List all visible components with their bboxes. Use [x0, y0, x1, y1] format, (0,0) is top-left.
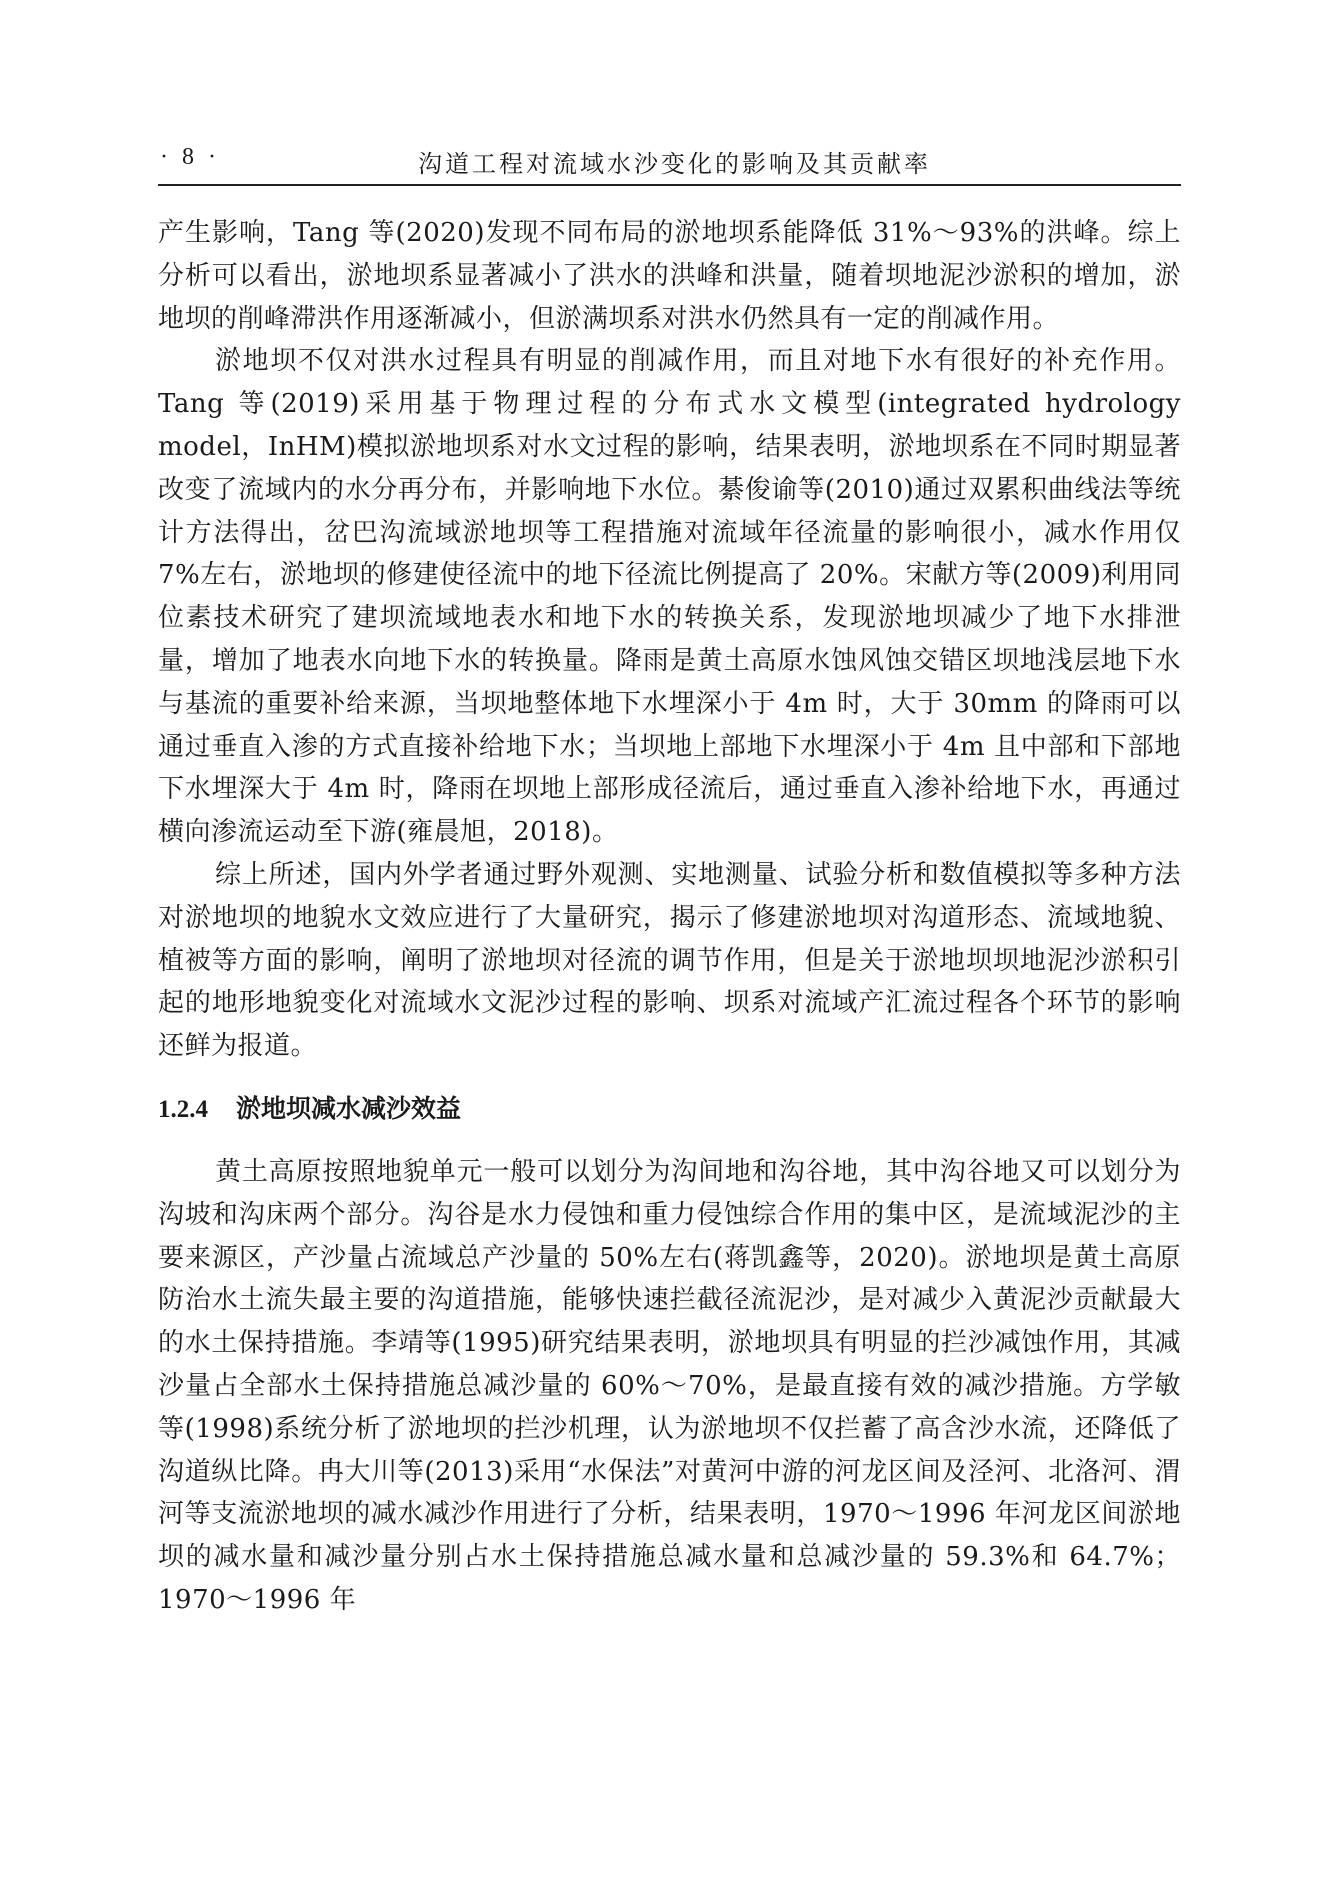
section-number: 1.2.4 [158, 1095, 208, 1123]
page-header [158, 142, 1181, 186]
paragraph-sediment-reduction: 黄土高原按照地貌单元一般可以划分为沟间地和沟谷地，其中沟谷地又可以划分为沟坡和沟床两个部分。沟谷是水力侵蚀和重力侵蚀综合作用的集中区，是流域泥沙的主要来源区，产沙量占流域总产沙量的 50%左右(蒋凯鑫等，2020)。淤地坝是黄土高原防治水土流失最主要的沟道措施，能够快速拦截径流泥沙，是对减少入黄泥沙贡献最大的水土保持措施。李靖等(1995)研究结果表明，淤地坝具有明显的拦沙减蚀作用，其减沙量占全部水土保持措施总减沙量的 60%～70%，是最直接有效的减沙措施。方学敏等(1998)系统分析了淤地坝的拦沙机理，认为淤地坝不仅拦蓄了高含沙水流，还降低了沟道纵比降。冉大川等(2013)采用“水保法”对黄河中游的河龙区间及泾河、北洛河、渭河等支流淤地坝的减水减沙作用进行了分析，结果表明，1970～1996 年河龙区间淤地坝的减水量和减沙量分别占水土保持措施总减水量和总减沙量的 59.3%和 64.7%；1970～1996 年 [158, 1156, 1181, 1615]
paragraph-summary: 综上所述，国内外学者通过野外观测、实地测量、试验分析和数值模拟等多种方法对淤地坝的地貌水文效应进行了大量研究，揭示了修建淤地坝对沟道形态、流域地貌、植被等方面的影响，阐明了淤地坝对径流的调节作用，但是关于淤地坝坝地泥沙淤积引起的地形地貌变化对流域水文泥沙过程的影响、坝系对流域产汇流过程各个环节的影响还鲜为报道。 [158, 859, 1181, 1062]
body-text [158, 212, 1181, 1622]
section-heading [158, 1089, 1181, 1130]
page-number: · 8 · [160, 144, 220, 170]
running-title: 沟道工程对流域水沙变化的影响及其贡献率 [418, 150, 931, 178]
paragraph-groundwater: 淤地坝不仅对洪水过程具有明显的削减作用，而且对地下水有很好的补充作用。Tang 等(2019)采用基于物理过程的分布式水文模型(integrated hydrology model，InHM)模拟淤地坝系对水文过程的影响，结果表明，淤地坝系在不同时期显著改变了流域内的水分再分布，并影响地下水位。綦俊谕等(2010)通过双累积曲线法等统计方法得出，岔巴沟流域淤地坝等工程措施对流域年径流量的影响很小，减水作用仅 7%左右，淤地坝的修建使径流中的地下径流比例提高了 20%。宋献方等(2009)利用同位素技术研究了建坝流域地表水和地下水的转换关系，发现淤地坝减少了地下水排泄量，增加了地表水向地下水的转换量。降雨是黄土高原水蚀风蚀交错区坝地浅层地下水与基流的重要补给来源，当坝地整体地下水埋深小于 4m 时，大于 30mm 的降雨可以通过垂直入渗的方式直接补给地下水；当坝地上部地下水埋深小于 4m 且中部和下部地下水埋深大于 4m 时，降雨在坝地上部形成径流后，通过垂直入渗补给地下水，再通过横向渗流运动至下游(雍晨旭，2018)。 [158, 346, 1181, 848]
section-title: 淤地坝减水减沙效益 [236, 1094, 462, 1123]
paragraph-continuation: 产生影响，Tang 等(2020)发现不同布局的淤地坝系能降低 31%～93%的洪峰。综上分析可以看出，淤地坝系显著减小了洪水的洪峰和洪量，随着坝地泥沙淤积的增加，淤地坝的削峰滞洪作用逐渐减小，但淤满坝系对洪水仍然具有一定的削减作用。 [158, 218, 1181, 334]
